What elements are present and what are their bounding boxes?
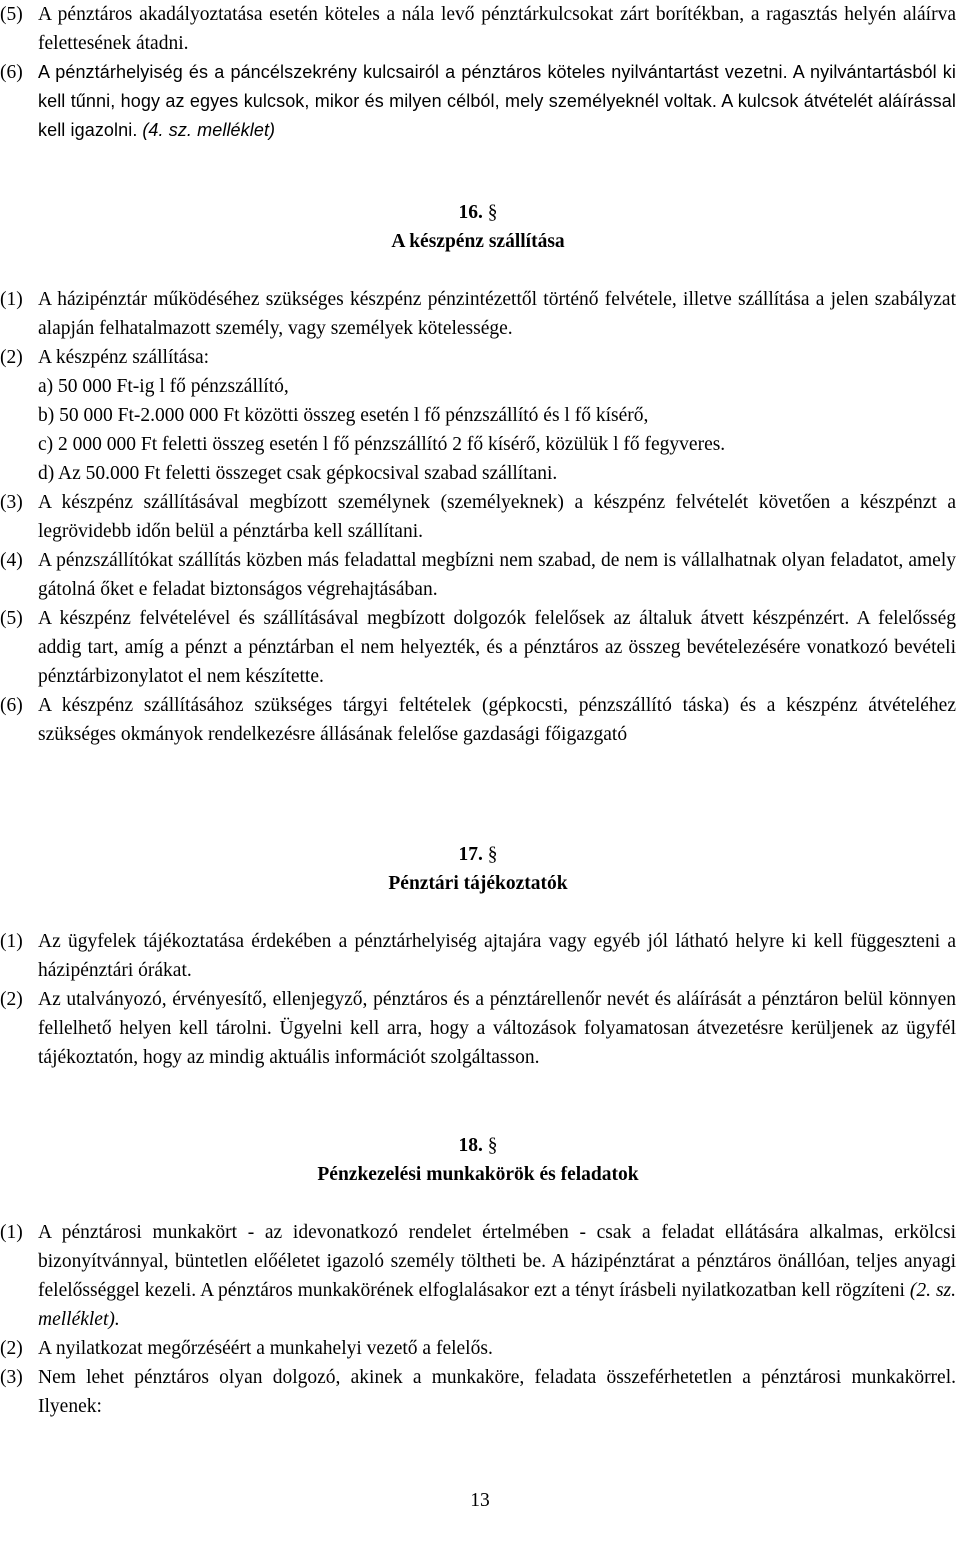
section-18 <box>0 1131 956 1421</box>
paragraph-text: Az utalványozó, érvényesítő, ellenjegyző, pénztáros és a pénztárellenőr nevét és aláírását a pénztáron belül könnyen fellelhető helyen kell tárolni. Ügyelni kell arra, hogy a változások folyamatosan átvezetésre kerüljenek az ügyfél tájékoztatón, hogy az mindig aktuális információt szolgáltasson. <box>38 989 956 1068</box>
section-number-text: 18. <box>458 1135 483 1156</box>
paragraph-16-1 <box>0 285 956 343</box>
section-number-text: 16. <box>458 202 483 223</box>
paragraph-number: (1) <box>0 931 23 952</box>
section-number <box>0 1131 956 1160</box>
paragraph-16-5 <box>0 604 956 691</box>
paragraph-18-1 <box>0 1218 956 1334</box>
paragraph-number: (6) <box>0 695 23 716</box>
section-16 <box>0 198 956 749</box>
paragraph-text: Nem lehet pénztáros olyan dolgozó, akinek a munkaköre, feladata összeférhetetlen a pénztárosi munkakörrel. Ilyenek: <box>38 1367 956 1417</box>
top-section <box>0 0 956 145</box>
paragraph-text: A pénztárosi munkakört - az idevonatkozó rendelet értelmében - csak a feladat ellátására alkalmas, erkölcsi bizonyítvánnyal, büntetlen előéletet igazoló személy töltheti be. A házipénztárat a pénztáros önállóan, teljes anyagi felelősséggel kezeli. A pénztáros munkakörének elfoglalásakor ezt a tényt írásbeli nyilatkozatban kell rögzíteni <box>38 1222 956 1301</box>
paragraph-number: (2) <box>0 347 23 368</box>
paragraph-16-3 <box>0 488 956 546</box>
paragraph-top-5 <box>0 0 956 58</box>
paragraph-16-4 <box>0 546 956 604</box>
paragraph-text: A készpénz felvételével és szállításával megbízott dolgozók felelősek az általuk átvett készpénzért. A felelősség addig tart, amíg a pénzt a pénztárban el nem helyezték, és a pénztáros az összeg bevételezésére vonatkozó bevételi pénztárbizonylatot el nem készítette. <box>38 608 956 687</box>
section-title: Pénzkezelési munkakörök és feladatok <box>317 1164 639 1185</box>
paragraph-number: (6) <box>0 62 23 83</box>
paragraph-17-1 <box>0 927 956 985</box>
section-sign: § <box>487 202 498 223</box>
paragraph-text: A pénztárhelyiség és a páncélszekrény kulcsairól a pénztáros köteles nyilvántartást vezetni. A nyilvántartásból ki kell tűnni, hogy az egyes kulcsok, mikor és milyen célból, mely személyeknél voltak. A kulcsok átvételét aláírással kell igazolni. <box>38 62 956 140</box>
section-17 <box>0 840 956 1072</box>
appendix-reference: (4. sz. melléklet) <box>142 120 276 140</box>
paragraph-number: (2) <box>0 1338 23 1359</box>
paragraph-number: (3) <box>0 492 23 513</box>
paragraph-text: A készpénz szállításához szükséges tárgyi feltételek (gépkocsti, pénzszállító táska) és a készpénz átvételéhez szükséges okmányok rendelkezésre állásának felelőse gazdasági főigazgató <box>38 695 956 745</box>
paragraph-text: A nyilatkozat megőrzéséért a munkahelyi vezető a felelős. <box>38 1338 493 1359</box>
paragraph-text: Az ügyfelek tájékoztatása érdekében a pénztárhelyiség ajtajára vagy egyéb jól látható helyre ki kell függeszteni a házipénztári órákat. <box>38 931 956 981</box>
paragraph-16-2 <box>0 343 956 372</box>
section-title: Pénztári tájékoztatók <box>388 873 568 894</box>
section-number-text: 17. <box>458 844 483 865</box>
paragraph-text: A házipénztár működéséhez szükséges készpénz pénzintézettől történő felvétele, illetve szállítása a jelen szabályzat alapján felhatalmazott személy, vagy személyek kötelessége. <box>38 289 956 339</box>
list-item: b) 50 000 Ft-2.000 000 Ft közötti összeg esetén l fő pénzszállító és l fő kísérő, <box>38 405 649 426</box>
paragraph-number: (5) <box>0 608 23 629</box>
paragraph-number: (1) <box>0 1222 23 1243</box>
paragraph-18-3 <box>0 1363 956 1421</box>
section-number <box>0 840 956 869</box>
paragraph-text: A pénzszállítókat szállítás közben más feladattal megbízni nem szabad, de nem is vállalhatnak olyan feladatot, amely gátolná őket e feladat biztonságos végrehajtásában. <box>38 550 956 600</box>
appendix-reference: (2. sz. melléklet). <box>38 1280 956 1330</box>
paragraph-18-2 <box>0 1334 956 1363</box>
section-title: A készpénz szállítása <box>391 231 565 252</box>
paragraph-text: A pénztáros akadályoztatása esetén köteles a nála levő pénztárkulcsokat zárt borítékban, a ragasztás helyén aláírva felettesének átadni. <box>38 4 956 54</box>
section-sign: § <box>487 844 498 865</box>
paragraph-number: (1) <box>0 289 23 310</box>
paragraph-text: A készpénz szállítása: <box>38 347 210 368</box>
paragraph-text: A készpénz szállításával megbízott személynek (személyeknek) a készpénz felvételét követően a készpénzt a legrövidebb időn belül a pénztárba kell szállítani. <box>38 492 956 542</box>
section-number <box>0 198 956 227</box>
paragraph-top-6 <box>0 58 956 145</box>
paragraph-16-6 <box>0 691 956 749</box>
list-item: c) 2 000 000 Ft feletti összeg esetén l fő pénzszállító 2 fő kísérő, közülük l fő fegyveres. <box>38 434 726 455</box>
paragraph-number: (2) <box>0 989 23 1010</box>
paragraph-number: (3) <box>0 1367 23 1388</box>
paragraph-number: (5) <box>0 4 23 25</box>
paragraph-number: (4) <box>0 550 23 571</box>
section-sign: § <box>487 1135 498 1156</box>
list-item: d) Az 50.000 Ft feletti összeget csak gépkocsival szabad szállítani. <box>38 463 558 484</box>
list-item: a) 50 000 Ft-ig l fő pénzszállító, <box>38 376 289 397</box>
page-number: 13 <box>470 1490 490 1511</box>
paragraph-17-2 <box>0 985 956 1072</box>
